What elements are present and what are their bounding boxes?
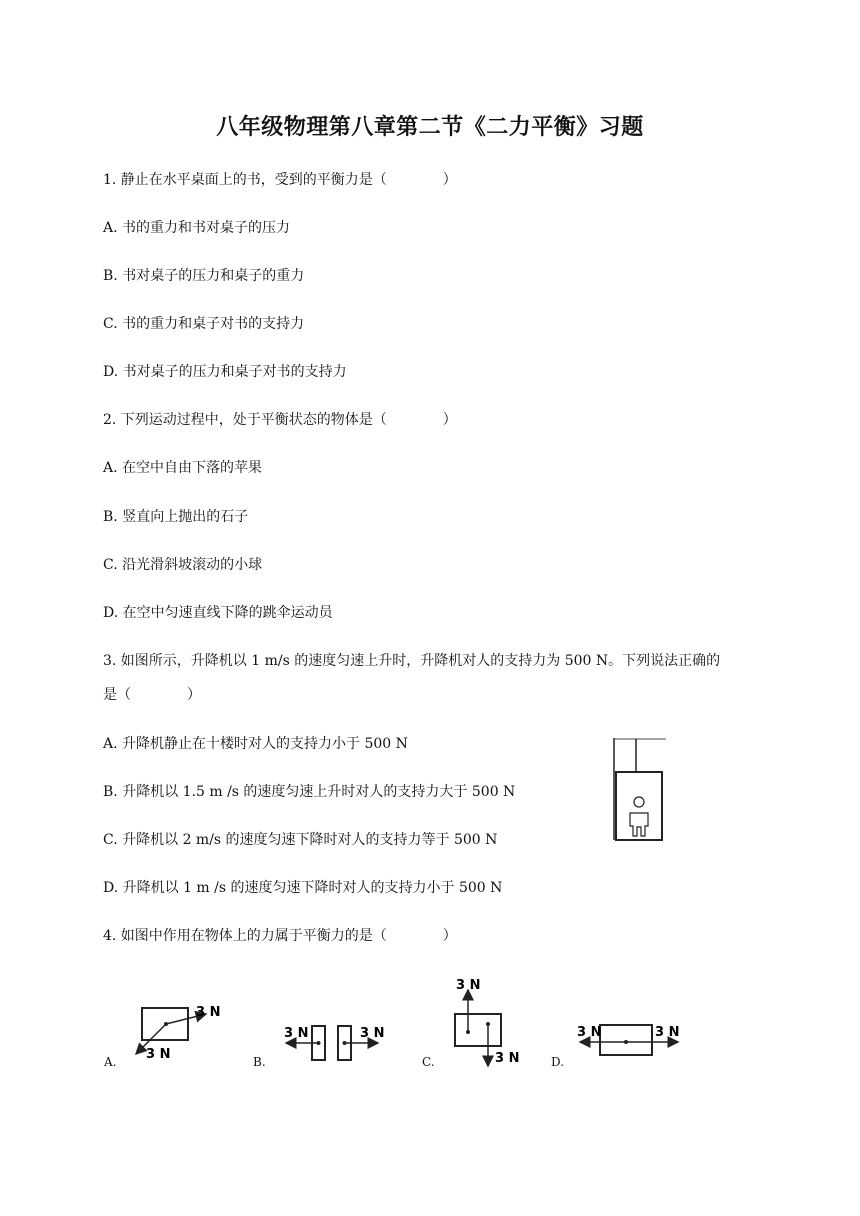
force-label: 3 N	[284, 1026, 309, 1041]
q2-option-a: A. 在空中自由下落的苹果	[103, 460, 263, 476]
q2-stem: 2. 下列运动过程中，处于平衡状态的物体是（ ）	[103, 412, 457, 428]
q3-option-b: B. 升降机以 1.5 m /s 的速度匀速上升时对人的支持力大于 500 N	[103, 784, 516, 800]
q3-option-c: C. 升降机以 2 m/s 的速度匀速下降时对人的支持力等于 500 N	[103, 832, 498, 848]
force-label: 3 N	[146, 1047, 171, 1062]
elevator-figure	[608, 736, 670, 846]
q2-option-d: D. 在空中匀速直线下降的跳伞运动员	[103, 605, 333, 621]
force-label: 3 N	[456, 978, 481, 993]
force-label: 3 N	[577, 1025, 602, 1040]
q4-stem: 4. 如图中作用在物体上的力属于平衡力的是（ ）	[103, 928, 457, 944]
q1-stem: 1. 静止在水平桌面上的书，受到的平衡力是（ ）	[103, 172, 457, 188]
q3-stem-line1: 3. 如图所示，升降机以 1 m/s 的速度匀速上升时，升降机对人的支持力为 500 N。下列说法正确的	[103, 653, 721, 669]
page-title: 八年级物理第八章第二节《二力平衡》习题	[216, 115, 644, 140]
q4-label-b: B.	[253, 1055, 266, 1069]
q4-figure-b	[280, 1018, 390, 1064]
q3-stem-line2: 是（ ）	[103, 687, 201, 703]
q4-label-d: D.	[551, 1055, 565, 1069]
q2-option-b: B. 竖直向上抛出的石子	[103, 509, 249, 525]
force-label: 3 N	[196, 1005, 221, 1020]
q4-figure-d	[574, 1020, 686, 1060]
q2-option-c: C. 沿光滑斜坡滚动的小球	[103, 557, 263, 573]
force-label: 3 N	[495, 1051, 520, 1066]
q1-option-a: A. 书的重力和书对桌子的压力	[103, 220, 291, 236]
q4-figure-c	[446, 974, 526, 1070]
q4-label-c: C.	[422, 1055, 435, 1069]
q3-option-d: D. 升降机以 1 m /s 的速度匀速下降时对人的支持力小于 500 N	[103, 880, 503, 896]
q4-label-a: A.	[104, 1055, 117, 1069]
q1-option-c: C. 书的重力和桌子对书的支持力	[103, 316, 305, 332]
q1-option-d: D. 书对桌子的压力和桌子对书的支持力	[103, 364, 347, 380]
q1-option-b: B. 书对桌子的压力和桌子的重力	[103, 268, 305, 284]
q4-figure-a	[126, 1000, 226, 1070]
force-label: 3 N	[360, 1026, 385, 1041]
force-label: 3 N	[655, 1025, 680, 1040]
q3-option-a: A. 升降机静止在十楼时对人的支持力小于 500 N	[103, 736, 408, 752]
